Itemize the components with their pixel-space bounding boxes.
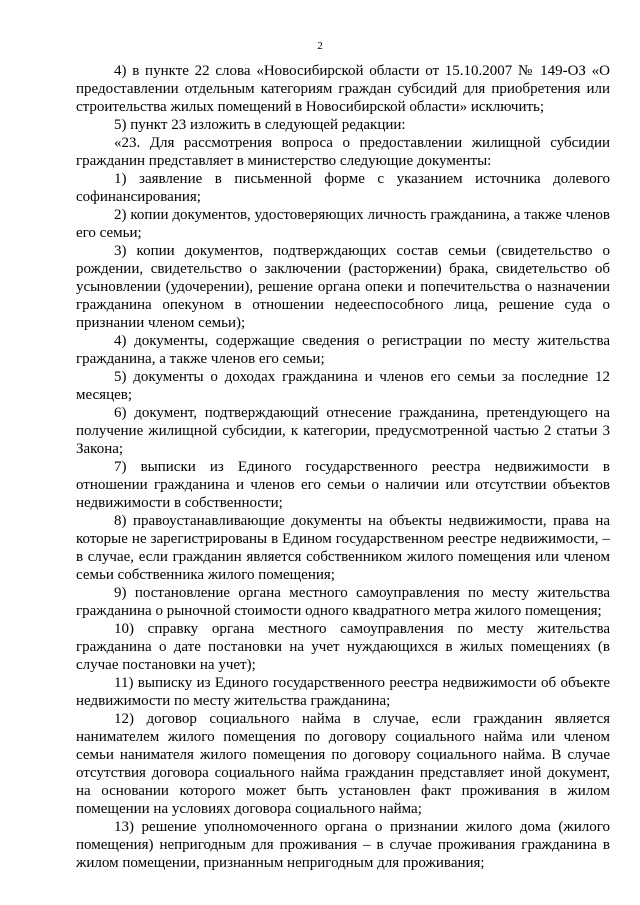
document-body [76,62,610,872]
list-item: 4) документы, содержащие сведения о регистрации по месту жительства гражданина, а также членов его семьи; [76,333,610,367]
list-item: 5) документы о доходах гражданина и членов его семьи за последние 12 месяцев; [76,369,610,403]
list-item: 12) договор социального найма в случае, если гражданин является нанимателем жилого помещения по договору социального найма или членом семьи нанимателя жилого помещения по договору социального найма. В случае отсутствия договора социального найма гражданин представляет иной документ, на основании которого может быть установлен факт проживания в жилом помещении на условиях договора социального найма; [76,711,610,817]
paragraph: «23. Для рассмотрения вопроса о предоставлении жилищной субсидии гражданин представляет в министерство следующие документы: [76,135,610,169]
list-item: 10) справку органа местного самоуправления по месту жительства гражданина о дате постановки на учет нуждающихся в жилых помещениях (в случае постановки на учет); [76,621,610,673]
list-item: 11) выписку из Единого государственного реестра недвижимости об объекте недвижимости по месту жительства гражданина; [76,675,610,709]
list-item: 13) решение уполномоченного органа о признании жилого дома (жилого помещения) непригодным для проживания – в случае проживания гражданина в жилом помещении, признанным непригодным для проживания; [76,819,610,871]
paragraph: 5) пункт 23 изложить в следующей редакции: [114,117,406,133]
page-number: 2 [317,40,323,52]
list-item: 9) постановление органа местного самоуправления по месту жительства гражданина о рыночной стоимости одного квадратного метра жилого помещения; [76,585,610,619]
list-item: 3) копии документов, подтверждающих состав семьи (свидетельство о рождении, свидетельство о заключении (расторжении) брака, свидетельство об усыновлении (удочерении), решение органа опеки и попечительства о назначении гражданина опекуном в отношении недееспособного лица, решение суда о признании членом семьи); [76,243,610,331]
list-item: 6) документ, подтверждающий отнесение гражданина, претендующего на получение жилищной субсидии, к категории, предусмотренной частью 2 статьи 3 Закона; [76,405,610,457]
paragraph: 4) в пункте 22 слова «Новосибирской области от 15.10.2007 № 149-ОЗ «О предоставлении отдельным категориям граждан субсидий для приобретения или строительства жилых помещений в Новосибирской области» исключить; [76,63,610,115]
list-item: 8) правоустанавливающие документы на объекты недвижимости, права на которые не зарегистрированы в Едином государственном реестре недвижимости, – в случае, если гражданин является собственником жилого помещения или членом семьи собственника жилого помещения; [76,513,610,583]
list-item: 7) выписки из Единого государственного реестра недвижимости в отношении гражданина и членов его семьи о наличии или отсутствии объектов недвижимости в собственности; [76,459,610,511]
list-item: 2) копии документов, удостоверяющих личность гражданина, а также членов его семьи; [76,207,610,241]
list-item: 1) заявление в письменной форме с указанием источника долевого софинансирования; [76,171,610,205]
